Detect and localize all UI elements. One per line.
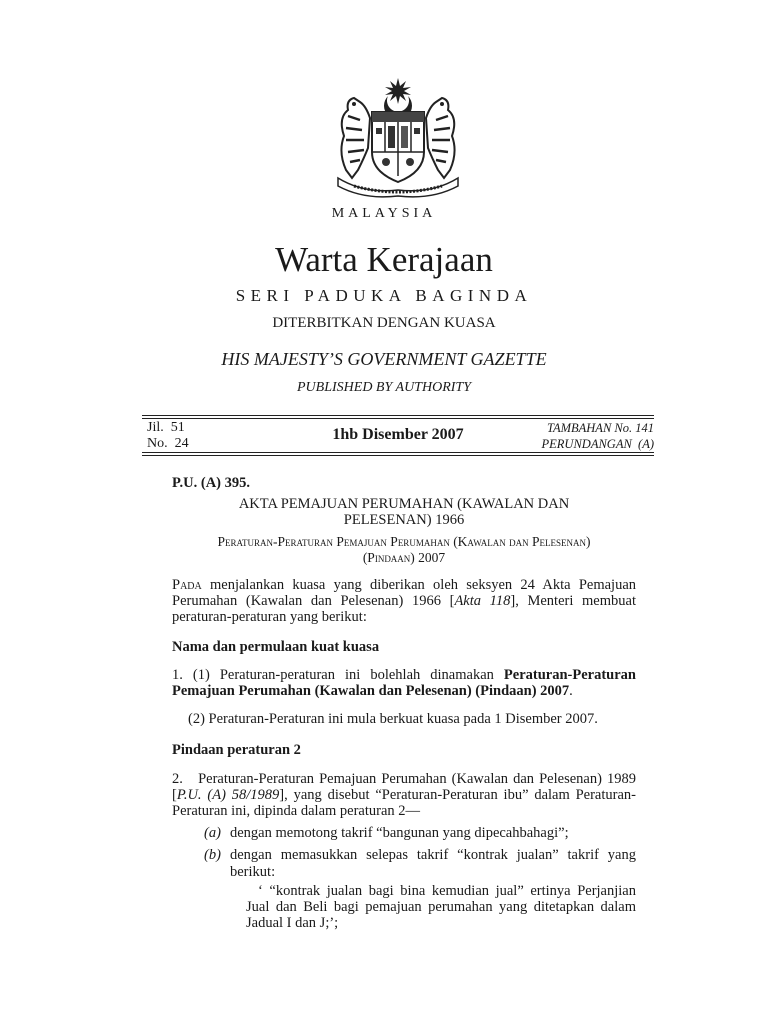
item-a bbox=[206, 825, 636, 842]
para-2-line-3: Peraturan ini, dipinda dalam peraturan 2— bbox=[172, 803, 421, 819]
para-2-line-2-c: ], yang disebut “Peraturan-Peraturan ibu” dalam Peraturan- bbox=[279, 787, 636, 803]
preamble-line-1 bbox=[172, 577, 636, 594]
gazette-title-english: HIS MAJESTY’S GOVERNMENT GAZETTE bbox=[221, 349, 547, 369]
bottom-rule-inner bbox=[142, 455, 654, 456]
pu-number: P.U. (A) 395. bbox=[172, 475, 251, 491]
preamble-line-1-text: menjalankan kuasa yang diberikan oleh seksyen 24 Akta Pemajuan bbox=[210, 577, 637, 593]
quote-line-1-text: ‘ “kontrak jualan bagi bina kemudian jual” ertinya Perjanjian bbox=[258, 883, 636, 899]
item-a-label: (a) bbox=[204, 825, 221, 841]
item-b-label: (b) bbox=[204, 847, 221, 863]
para-2-line-1: 2. Peraturan-Peraturan Pemajuan Perumahan (Kawalan dan Pelesenan) 1989 bbox=[172, 771, 636, 787]
volume-number: Jil. 51 bbox=[147, 420, 185, 435]
pu-reference: P.U. (A) 58/1989 bbox=[176, 787, 280, 803]
item-a-text: dengan memotong takrif “bangunan yang dipecahbahagi”; bbox=[230, 825, 569, 841]
published-malay: DITERBITKAN DENGAN KUASA bbox=[272, 315, 496, 331]
item-b-line-1: dengan memasukkan selepas takrif “kontrak jualan” takrif yang bbox=[230, 847, 636, 863]
citation-name: Pemajuan Perumahan (Kawalan dan Pelesenan) (Pindaan) 2007 bbox=[172, 683, 570, 699]
quote-line-1 bbox=[246, 883, 636, 900]
preamble-line-2-a: Perumahan (Kawalan dan Pelesenan) 1966 [ bbox=[172, 593, 455, 609]
para-1-line-1-a: 1. (1) Peraturan-peraturan ini bolehlah dinamakan bbox=[172, 667, 504, 683]
coat-of-arms-icon bbox=[324, 78, 472, 198]
issue-number: No. 24 bbox=[147, 436, 189, 451]
preamble-line-2-c: ], Menteri membuat bbox=[510, 593, 636, 609]
para-1-sub-2: (2) Peraturan-Peraturan ini mula berkuat kuasa pada 1 Disember 2007. bbox=[188, 711, 598, 727]
quote-line-3: Jadual I dan J;’; bbox=[246, 915, 339, 931]
act-title-line-1: AKTA PEMAJUAN PERUMAHAN (KAWALAN DAN bbox=[238, 496, 570, 512]
gazette-subtitle: SERI PADUKA BAGINDA bbox=[235, 286, 533, 305]
top-rule-inner bbox=[142, 418, 654, 419]
para-2-line-2 bbox=[172, 787, 636, 804]
preamble-first-word: Pada bbox=[172, 577, 202, 593]
bottom-rule bbox=[142, 452, 654, 453]
country-name: MALAYSIA bbox=[331, 206, 437, 221]
issue-date: 1hb Disember 2007 bbox=[332, 426, 464, 443]
item-b-line-2: berikut: bbox=[230, 864, 276, 880]
act-title-line-2: PELESENAN) 1966 bbox=[343, 512, 465, 528]
para-2-line-2-a: [ bbox=[172, 787, 177, 803]
supplement-category: PERUNDANGAN (A) bbox=[541, 437, 654, 451]
section-heading-1: Nama dan permulaan kuat kuasa bbox=[172, 639, 380, 655]
regulation-title-line-1: Peraturan-Peraturan Pemajuan Perumahan (Kawalan dan Pelesenan) bbox=[217, 534, 591, 549]
para-1-line-1 bbox=[172, 667, 636, 684]
act-reference: Akta 118 bbox=[454, 593, 511, 609]
supplement-number: TAMBAHAN No. 141 bbox=[546, 421, 654, 435]
section-heading-2: Pindaan peraturan 2 bbox=[172, 742, 301, 758]
gazette-title: Warta Kerajaan bbox=[275, 240, 493, 279]
item-b bbox=[206, 847, 636, 881]
preamble-line-3: peraturan-peraturan yang berikut: bbox=[172, 609, 367, 625]
published-english: PUBLISHED BY AUTHORITY bbox=[297, 380, 471, 395]
regulation-title-line-2: (Pindaan) 2007 bbox=[362, 550, 446, 565]
para-1-line-1-b: Peraturan-Peraturan bbox=[503, 667, 636, 683]
para-1-line-2 bbox=[172, 683, 636, 700]
top-rule bbox=[142, 415, 654, 416]
preamble-line-2 bbox=[172, 593, 636, 610]
para-1-line-2-end: . bbox=[569, 683, 573, 699]
supplement-info bbox=[542, 420, 654, 452]
quote-line-2: Jual dan Beli bagi pemajuan perumahan yang ditetapkan dalam bbox=[246, 899, 636, 915]
